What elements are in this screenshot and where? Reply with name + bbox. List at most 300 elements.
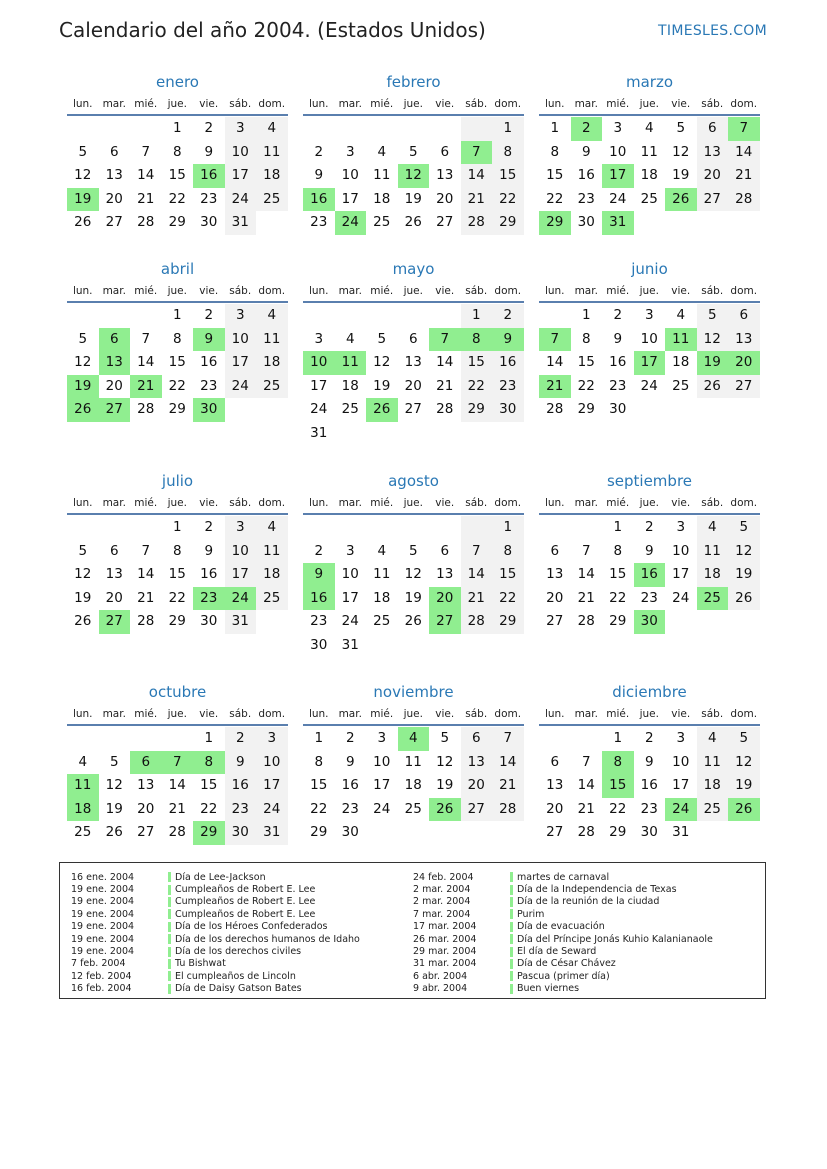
day-cell[interactable]: 21 — [728, 164, 760, 188]
day-cell[interactable]: 29 — [168, 214, 186, 230]
day-cell[interactable]: 10 — [341, 566, 359, 582]
day-cell[interactable]: 28 — [461, 610, 493, 634]
day-cell[interactable]: 12 — [373, 354, 391, 370]
day-cell[interactable]: 11 — [256, 328, 288, 352]
day-cell[interactable]: 27 — [436, 214, 454, 230]
day-cell[interactable]: 27 — [546, 613, 564, 629]
day-cell[interactable]: 13 — [137, 777, 155, 793]
holiday-day-cell[interactable]: 20 — [429, 587, 461, 611]
day-cell[interactable]: 18 — [256, 563, 288, 587]
day-cell[interactable]: 9 — [644, 753, 654, 770]
day-cell[interactable]: 19 — [672, 167, 690, 183]
day-cell[interactable]: 26 — [404, 613, 422, 629]
day-cell[interactable]: 8 — [314, 753, 324, 770]
holiday-day-cell[interactable]: 12 — [398, 164, 430, 188]
holiday-day-cell[interactable]: 21 — [130, 375, 162, 399]
day-cell[interactable]: 20 — [404, 377, 422, 394]
holiday-day-cell[interactable]: 9 — [492, 328, 524, 352]
day-cell[interactable]: 12 — [74, 566, 92, 582]
day-cell[interactable]: 28 — [436, 401, 454, 417]
day-cell[interactable]: 14 — [546, 354, 564, 370]
day-cell[interactable]: 2 — [492, 304, 524, 328]
day-cell[interactable]: 14 — [137, 354, 155, 370]
day-cell[interactable]: 6 — [440, 542, 450, 559]
day-cell[interactable]: 1 — [461, 304, 493, 328]
holiday-day-cell[interactable]: 26 — [67, 398, 99, 422]
day-cell[interactable]: 13 — [697, 141, 729, 165]
day-cell[interactable]: 24 — [256, 798, 288, 822]
holiday-day-cell[interactable]: 16 — [303, 188, 335, 212]
day-cell[interactable]: 8 — [613, 542, 623, 559]
day-cell[interactable]: 19 — [404, 589, 422, 606]
holiday-day-cell[interactable]: 16 — [303, 587, 335, 611]
day-cell[interactable]: 12 — [74, 354, 92, 370]
day-cell[interactable]: 25 — [373, 613, 391, 629]
day-cell[interactable]: 7 — [141, 542, 151, 559]
day-cell[interactable]: 24 — [609, 190, 627, 207]
day-cell[interactable]: 25 — [256, 375, 288, 399]
day-cell[interactable]: 8 — [581, 330, 591, 347]
day-cell[interactable]: 28 — [137, 214, 155, 230]
day-cell[interactable]: 22 — [492, 188, 524, 212]
day-cell[interactable]: 30 — [577, 214, 595, 230]
day-cell[interactable]: 15 — [492, 563, 524, 587]
day-cell[interactable]: 24 — [672, 589, 690, 606]
day-cell[interactable]: 28 — [492, 798, 524, 822]
holiday-day-cell[interactable]: 2 — [571, 117, 603, 141]
day-cell[interactable]: 18 — [697, 563, 729, 587]
holiday-day-cell[interactable]: 30 — [634, 610, 666, 634]
day-cell[interactable]: 5 — [697, 304, 729, 328]
day-cell[interactable]: 6 — [109, 542, 119, 559]
day-cell[interactable]: 12 — [436, 753, 454, 770]
day-cell[interactable]: 17 — [310, 377, 328, 394]
day-cell[interactable]: 19 — [728, 563, 760, 587]
day-cell[interactable]: 10 — [672, 542, 690, 559]
day-cell[interactable]: 28 — [546, 401, 564, 417]
day-cell[interactable]: 21 — [137, 190, 155, 207]
day-cell[interactable]: 14 — [137, 167, 155, 183]
day-cell[interactable]: 13 — [105, 566, 123, 582]
day-cell[interactable]: 14 — [728, 141, 760, 165]
day-cell[interactable]: 23 — [225, 798, 257, 822]
day-cell[interactable]: 17 — [225, 351, 257, 375]
day-cell[interactable]: 1 — [172, 519, 182, 535]
day-cell[interactable]: 14 — [577, 566, 595, 582]
day-cell[interactable]: 10 — [225, 328, 257, 352]
day-cell[interactable]: 4 — [256, 516, 288, 540]
day-cell[interactable]: 28 — [461, 211, 493, 235]
day-cell[interactable]: 3 — [345, 143, 355, 160]
day-cell[interactable]: 18 — [404, 777, 422, 793]
day-cell[interactable]: 27 — [728, 375, 760, 399]
day-cell[interactable]: 24 — [373, 800, 391, 817]
day-cell[interactable]: 10 — [640, 330, 658, 347]
holiday-day-cell[interactable]: 10 — [303, 351, 335, 375]
day-cell[interactable]: 16 — [577, 167, 595, 183]
day-cell[interactable]: 22 — [461, 375, 493, 399]
day-cell[interactable]: 20 — [105, 190, 123, 207]
day-cell[interactable]: 25 — [697, 798, 729, 822]
holiday-day-cell[interactable]: 27 — [99, 398, 131, 422]
day-cell[interactable]: 29 — [310, 824, 328, 840]
holiday-day-cell[interactable]: 19 — [67, 188, 99, 212]
day-cell[interactable]: 31 — [310, 424, 328, 441]
day-cell[interactable]: 17 — [225, 164, 257, 188]
holiday-day-cell[interactable]: 16 — [634, 563, 666, 587]
day-cell[interactable]: 27 — [137, 824, 155, 840]
day-cell[interactable]: 26 — [404, 214, 422, 230]
day-cell[interactable]: 23 — [609, 377, 627, 394]
day-cell[interactable]: 17 — [256, 774, 288, 798]
day-cell[interactable]: 11 — [256, 141, 288, 165]
day-cell[interactable]: 26 — [105, 824, 123, 840]
day-cell[interactable]: 26 — [74, 214, 92, 230]
day-cell[interactable]: 12 — [672, 143, 690, 160]
day-cell[interactable]: 22 — [168, 190, 186, 207]
day-cell[interactable]: 16 — [492, 351, 524, 375]
day-cell[interactable]: 17 — [341, 190, 359, 207]
day-cell[interactable]: 7 — [581, 542, 591, 559]
day-cell[interactable]: 21 — [577, 800, 595, 817]
day-cell[interactable]: 19 — [373, 377, 391, 394]
day-cell[interactable]: 6 — [550, 753, 560, 770]
day-cell[interactable]: 4 — [377, 143, 387, 160]
day-cell[interactable]: 22 — [168, 377, 186, 394]
day-cell[interactable]: 4 — [377, 542, 387, 559]
holiday-day-cell[interactable]: 29 — [193, 821, 225, 845]
day-cell[interactable]: 2 — [204, 120, 214, 136]
day-cell[interactable]: 9 — [644, 542, 654, 559]
day-cell[interactable]: 23 — [492, 375, 524, 399]
day-cell[interactable]: 11 — [404, 753, 422, 770]
day-cell[interactable]: 13 — [546, 777, 564, 793]
day-cell[interactable]: 22 — [577, 377, 595, 394]
day-cell[interactable]: 13 — [436, 167, 454, 183]
holiday-day-cell[interactable]: 19 — [67, 375, 99, 399]
holiday-day-cell[interactable]: 16 — [193, 164, 225, 188]
holiday-day-cell[interactable]: 20 — [728, 351, 760, 375]
day-cell[interactable]: 25 — [74, 824, 92, 840]
day-cell[interactable]: 29 — [168, 613, 186, 629]
day-cell[interactable]: 1 — [204, 730, 214, 746]
day-cell[interactable]: 28 — [728, 188, 760, 212]
day-cell[interactable]: 1 — [172, 120, 182, 136]
holiday-day-cell[interactable]: 17 — [602, 164, 634, 188]
day-cell[interactable]: 3 — [256, 727, 288, 751]
day-cell[interactable]: 5 — [109, 753, 119, 770]
day-cell[interactable]: 2 — [314, 542, 324, 559]
day-cell[interactable]: 8 — [492, 540, 524, 564]
day-cell[interactable]: 8 — [492, 141, 524, 165]
day-cell[interactable]: 1 — [492, 516, 524, 540]
day-cell[interactable]: 20 — [137, 800, 155, 817]
day-cell[interactable]: 23 — [577, 190, 595, 207]
day-cell[interactable]: 11 — [256, 540, 288, 564]
day-cell[interactable]: 13 — [404, 354, 422, 370]
day-cell[interactable]: 21 — [461, 587, 493, 611]
holiday-day-cell[interactable]: 29 — [539, 211, 571, 235]
day-cell[interactable]: 27 — [546, 824, 564, 840]
day-cell[interactable]: 17 — [341, 589, 359, 606]
day-cell[interactable]: 5 — [78, 542, 88, 559]
day-cell[interactable]: 10 — [225, 540, 257, 564]
day-cell[interactable]: 21 — [577, 589, 595, 606]
day-cell[interactable]: 23 — [640, 800, 658, 817]
day-cell[interactable]: 25 — [256, 587, 288, 611]
day-cell[interactable]: 29 — [577, 401, 595, 417]
day-cell[interactable]: 5 — [440, 730, 450, 746]
day-cell[interactable]: 7 — [492, 727, 524, 751]
day-cell[interactable]: 29 — [492, 610, 524, 634]
day-cell[interactable]: 25 — [256, 188, 288, 212]
day-cell[interactable]: 3 — [676, 519, 686, 535]
day-cell[interactable]: 23 — [200, 377, 218, 394]
day-cell[interactable]: 4 — [697, 727, 729, 751]
day-cell[interactable]: 27 — [404, 401, 422, 417]
day-cell[interactable]: 14 — [168, 777, 186, 793]
day-cell[interactable]: 1 — [581, 307, 591, 323]
day-cell[interactable]: 6 — [408, 330, 418, 347]
day-cell[interactable]: 15 — [310, 777, 328, 793]
day-cell[interactable]: 30 — [225, 821, 257, 845]
day-cell[interactable]: 2 — [345, 730, 355, 746]
day-cell[interactable]: 20 — [105, 377, 123, 394]
day-cell[interactable]: 26 — [74, 613, 92, 629]
day-cell[interactable]: 10 — [609, 143, 627, 160]
holiday-day-cell[interactable]: 21 — [539, 375, 571, 399]
day-cell[interactable]: 26 — [728, 587, 760, 611]
day-cell[interactable]: 14 — [436, 354, 454, 370]
day-cell[interactable]: 12 — [404, 566, 422, 582]
day-cell[interactable]: 1 — [613, 730, 623, 746]
holiday-day-cell[interactable]: 24 — [225, 587, 257, 611]
day-cell[interactable]: 1 — [172, 307, 182, 323]
day-cell[interactable]: 6 — [728, 304, 760, 328]
day-cell[interactable]: 6 — [109, 143, 119, 160]
holiday-day-cell[interactable]: 26 — [665, 188, 697, 212]
day-cell[interactable]: 20 — [546, 589, 564, 606]
day-cell[interactable]: 24 — [225, 375, 257, 399]
holiday-day-cell[interactable]: 4 — [398, 727, 430, 751]
day-cell[interactable]: 5 — [408, 143, 418, 160]
day-cell[interactable]: 7 — [461, 540, 493, 564]
day-cell[interactable]: 31 — [341, 636, 359, 653]
holiday-day-cell[interactable]: 11 — [335, 351, 367, 375]
day-cell[interactable]: 1 — [613, 519, 623, 535]
day-cell[interactable]: 19 — [105, 800, 123, 817]
holiday-day-cell[interactable]: 15 — [602, 774, 634, 798]
day-cell[interactable]: 22 — [200, 800, 218, 817]
day-cell[interactable]: 26 — [697, 375, 729, 399]
day-cell[interactable]: 6 — [550, 542, 560, 559]
day-cell[interactable]: 11 — [373, 566, 391, 582]
day-cell[interactable]: 13 — [105, 167, 123, 183]
day-cell[interactable]: 4 — [644, 120, 654, 136]
holiday-day-cell[interactable]: 11 — [665, 328, 697, 352]
day-cell[interactable]: 12 — [697, 328, 729, 352]
day-cell[interactable]: 24 — [225, 188, 257, 212]
day-cell[interactable]: 29 — [168, 401, 186, 417]
day-cell[interactable]: 25 — [640, 190, 658, 207]
holiday-day-cell[interactable]: 8 — [461, 328, 493, 352]
holiday-day-cell[interactable]: 7 — [539, 328, 571, 352]
day-cell[interactable]: 19 — [728, 774, 760, 798]
day-cell[interactable]: 15 — [492, 164, 524, 188]
day-cell[interactable]: 3 — [644, 307, 654, 323]
holiday-day-cell[interactable]: 23 — [193, 587, 225, 611]
day-cell[interactable]: 15 — [168, 167, 186, 183]
day-cell[interactable]: 31 — [672, 824, 690, 840]
day-cell[interactable]: 12 — [105, 777, 123, 793]
day-cell[interactable]: 22 — [546, 190, 564, 207]
day-cell[interactable]: 11 — [373, 167, 391, 183]
holiday-day-cell[interactable]: 24 — [335, 211, 367, 235]
day-cell[interactable]: 15 — [168, 566, 186, 582]
day-cell[interactable]: 30 — [492, 398, 524, 422]
day-cell[interactable]: 9 — [345, 753, 355, 770]
day-cell[interactable]: 11 — [697, 540, 729, 564]
holiday-day-cell[interactable]: 7 — [728, 117, 760, 141]
day-cell[interactable]: 9 — [613, 330, 623, 347]
day-cell[interactable]: 6 — [440, 143, 450, 160]
day-cell[interactable]: 10 — [341, 167, 359, 183]
day-cell[interactable]: 29 — [461, 398, 493, 422]
holiday-day-cell[interactable]: 7 — [461, 141, 493, 165]
day-cell[interactable]: 28 — [168, 824, 186, 840]
day-cell[interactable]: 18 — [373, 589, 391, 606]
holiday-day-cell[interactable]: 26 — [366, 398, 398, 422]
day-cell[interactable]: 31 — [256, 821, 288, 845]
day-cell[interactable]: 5 — [676, 120, 686, 136]
day-cell[interactable]: 16 — [341, 777, 359, 793]
day-cell[interactable]: 14 — [461, 164, 493, 188]
day-cell[interactable]: 1 — [550, 120, 560, 136]
day-cell[interactable]: 30 — [640, 824, 658, 840]
holiday-day-cell[interactable]: 6 — [99, 328, 131, 352]
day-cell[interactable]: 18 — [341, 377, 359, 394]
day-cell[interactable]: 11 — [640, 143, 658, 160]
day-cell[interactable]: 15 — [200, 777, 218, 793]
day-cell[interactable]: 21 — [436, 377, 454, 394]
day-cell[interactable]: 17 — [672, 566, 690, 582]
day-cell[interactable]: 30 — [310, 636, 328, 653]
day-cell[interactable]: 14 — [577, 777, 595, 793]
day-cell[interactable]: 25 — [404, 800, 422, 817]
day-cell[interactable]: 14 — [137, 566, 155, 582]
day-cell[interactable]: 24 — [640, 377, 658, 394]
holiday-day-cell[interactable]: 30 — [193, 398, 225, 422]
holiday-day-cell[interactable]: 9 — [193, 328, 225, 352]
day-cell[interactable]: 22 — [609, 800, 627, 817]
holiday-day-cell[interactable]: 26 — [429, 798, 461, 822]
day-cell[interactable]: 2 — [225, 727, 257, 751]
day-cell[interactable]: 27 — [697, 188, 729, 212]
day-cell[interactable]: 9 — [581, 143, 591, 160]
day-cell[interactable]: 23 — [200, 190, 218, 207]
day-cell[interactable]: 5 — [377, 330, 387, 347]
holiday-day-cell[interactable]: 11 — [67, 774, 99, 798]
day-cell[interactable]: 30 — [341, 824, 359, 840]
day-cell[interactable]: 10 — [672, 753, 690, 770]
holiday-day-cell[interactable]: 8 — [193, 751, 225, 775]
day-cell[interactable]: 3 — [377, 730, 387, 746]
day-cell[interactable]: 16 — [609, 354, 627, 370]
day-cell[interactable]: 24 — [341, 613, 359, 629]
day-cell[interactable]: 22 — [168, 589, 186, 606]
day-cell[interactable]: 15 — [577, 354, 595, 370]
day-cell[interactable]: 4 — [676, 307, 686, 323]
day-cell[interactable]: 17 — [225, 563, 257, 587]
day-cell[interactable]: 2 — [204, 519, 214, 535]
day-cell[interactable]: 23 — [640, 589, 658, 606]
day-cell[interactable]: 1 — [314, 730, 324, 746]
day-cell[interactable]: 19 — [404, 190, 422, 207]
day-cell[interactable]: 19 — [436, 777, 454, 793]
holiday-day-cell[interactable]: 25 — [697, 587, 729, 611]
day-cell[interactable]: 4 — [78, 753, 88, 770]
day-cell[interactable]: 25 — [373, 214, 391, 230]
day-cell[interactable]: 3 — [225, 117, 257, 141]
day-cell[interactable]: 15 — [546, 167, 564, 183]
holiday-day-cell[interactable]: 31 — [602, 211, 634, 235]
day-cell[interactable]: 30 — [200, 214, 218, 230]
day-cell[interactable]: 15 — [461, 351, 493, 375]
day-cell[interactable]: 17 — [672, 777, 690, 793]
day-cell[interactable]: 13 — [461, 751, 493, 775]
day-cell[interactable]: 16 — [640, 777, 658, 793]
day-cell[interactable]: 15 — [609, 566, 627, 582]
day-cell[interactable]: 20 — [546, 800, 564, 817]
day-cell[interactable]: 5 — [728, 727, 760, 751]
day-cell[interactable]: 27 — [461, 798, 493, 822]
day-cell[interactable]: 10 — [256, 751, 288, 775]
holiday-day-cell[interactable]: 6 — [130, 751, 162, 775]
day-cell[interactable]: 20 — [105, 589, 123, 606]
holiday-day-cell[interactable]: 18 — [67, 798, 99, 822]
day-cell[interactable]: 3 — [225, 516, 257, 540]
holiday-day-cell[interactable]: 9 — [303, 563, 335, 587]
day-cell[interactable]: 6 — [697, 117, 729, 141]
day-cell[interactable]: 24 — [310, 401, 328, 417]
day-cell[interactable]: 14 — [492, 751, 524, 775]
day-cell[interactable]: 31 — [225, 610, 257, 634]
day-cell[interactable]: 18 — [640, 167, 658, 183]
day-cell[interactable]: 3 — [314, 330, 324, 347]
holiday-day-cell[interactable]: 26 — [728, 798, 760, 822]
day-cell[interactable]: 27 — [105, 214, 123, 230]
day-cell[interactable]: 9 — [225, 751, 257, 775]
day-cell[interactable]: 28 — [137, 613, 155, 629]
holiday-day-cell[interactable]: 8 — [602, 751, 634, 775]
day-cell[interactable]: 13 — [436, 566, 454, 582]
day-cell[interactable]: 2 — [204, 307, 214, 323]
day-cell[interactable]: 18 — [373, 190, 391, 207]
day-cell[interactable]: 23 — [310, 214, 328, 230]
day-cell[interactable]: 2 — [644, 519, 654, 535]
day-cell[interactable]: 4 — [256, 304, 288, 328]
day-cell[interactable]: 12 — [728, 751, 760, 775]
day-cell[interactable]: 5 — [78, 330, 88, 347]
holiday-day-cell[interactable]: 17 — [634, 351, 666, 375]
day-cell[interactable]: 16 — [200, 354, 218, 370]
day-cell[interactable]: 9 — [204, 542, 214, 559]
day-cell[interactable]: 17 — [373, 777, 391, 793]
day-cell[interactable]: 16 — [200, 566, 218, 582]
holiday-day-cell[interactable]: 13 — [99, 351, 131, 375]
day-cell[interactable]: 2 — [644, 730, 654, 746]
holiday-day-cell[interactable]: 27 — [99, 610, 131, 634]
